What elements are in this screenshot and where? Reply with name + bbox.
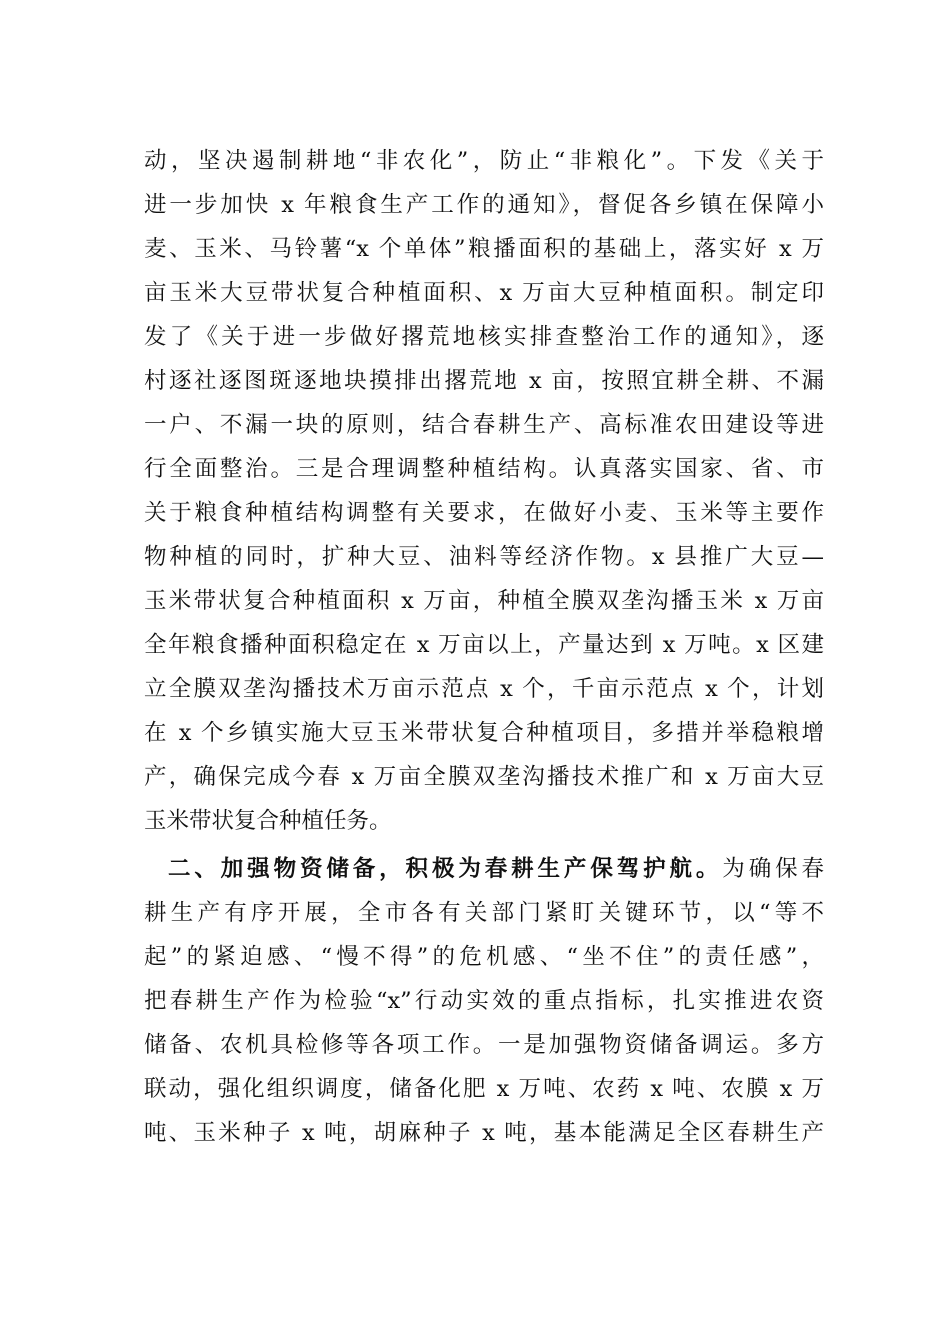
paragraph-line: 起”的紧迫感、“慢不得”的危机感、“坐不住”的责任感”，	[144, 944, 824, 970]
paragraph-line: 亩玉米大豆带状复合种植面积、x 万亩大豆种植面积。制定印	[144, 280, 824, 306]
paragraph-line: 立全膜双垄沟播技术万亩示范点 x 个，千亩示范点 x 个，计划	[144, 676, 824, 702]
paragraph-line: 在 x 个乡镇实施大豆玉米带状复合种植项目，多措并举稳粮增	[144, 720, 824, 746]
paragraph-line: 耕生产有序开展，全市各有关部门紧盯关键环节，以“等不	[144, 900, 824, 926]
paragraph-line: 玉米带状复合种植任务。	[144, 808, 392, 834]
paragraph-line: 村逐社逐图斑逐地块摸排出撂荒地 x 亩，按照宜耕全耕、不漏	[144, 368, 824, 394]
section-heading-line	[168, 849, 824, 889]
paragraph-line: 一户、不漏一块的原则，结合春耕生产、高标准农田建设等进	[144, 412, 824, 438]
paragraph-line: 发了《关于进一步做好撂荒地核实排查整治工作的通知》，逐	[144, 324, 824, 350]
section-heading-rest: 为确保春	[722, 856, 824, 882]
paragraph-line: 物种植的同时，扩种大豆、油料等经济作物。x 县推广大豆—	[144, 544, 824, 570]
section-heading: 二、加强物资储备，积极为春耕生产保驾护航。	[168, 856, 723, 882]
paragraph-line: 行全面整治。三是合理调整种植结构。认真落实国家、省、市	[144, 456, 824, 482]
paragraph-line: 联动，强化组织调度，储备化肥 x 万吨、农药 x 吨、农膜 x 万	[144, 1076, 824, 1102]
paragraph-line: 把春耕生产作为检验“x”行动实效的重点指标，扎实推进农资	[144, 988, 824, 1014]
paragraph-line: 进一步加快 x 年粮食生产工作的通知》，督促各乡镇在保障小	[144, 192, 824, 218]
paragraph-line: 吨、玉米种子 x 吨，胡麻种子 x 吨，基本能满足全区春耕生产	[144, 1120, 824, 1146]
paragraph-line: 全年粮食播种面积稳定在 x 万亩以上，产量达到 x 万吨。x 区建	[144, 632, 824, 658]
paragraph-line: 麦、玉米、马铃薯“x 个单体”粮播面积的基础上，落实好 x 万	[144, 236, 824, 262]
paragraph-line: 储备、农机具检修等各项工作。一是加强物资储备调运。多方	[144, 1032, 824, 1058]
paragraph-line: 产，确保完成今春 x 万亩全膜双垄沟播技术推广和 x 万亩大豆	[144, 764, 824, 790]
paragraph-line: 动，坚决遏制耕地“非农化”，防止“非粮化”。下发《关于	[144, 148, 824, 174]
paragraph-line: 关于粮食种植结构调整有关要求，在做好小麦、玉米等主要作	[144, 500, 824, 526]
paragraph-line: 玉米带状复合种植面积 x 万亩，种植全膜双垄沟播玉米 x 万亩	[144, 588, 824, 614]
